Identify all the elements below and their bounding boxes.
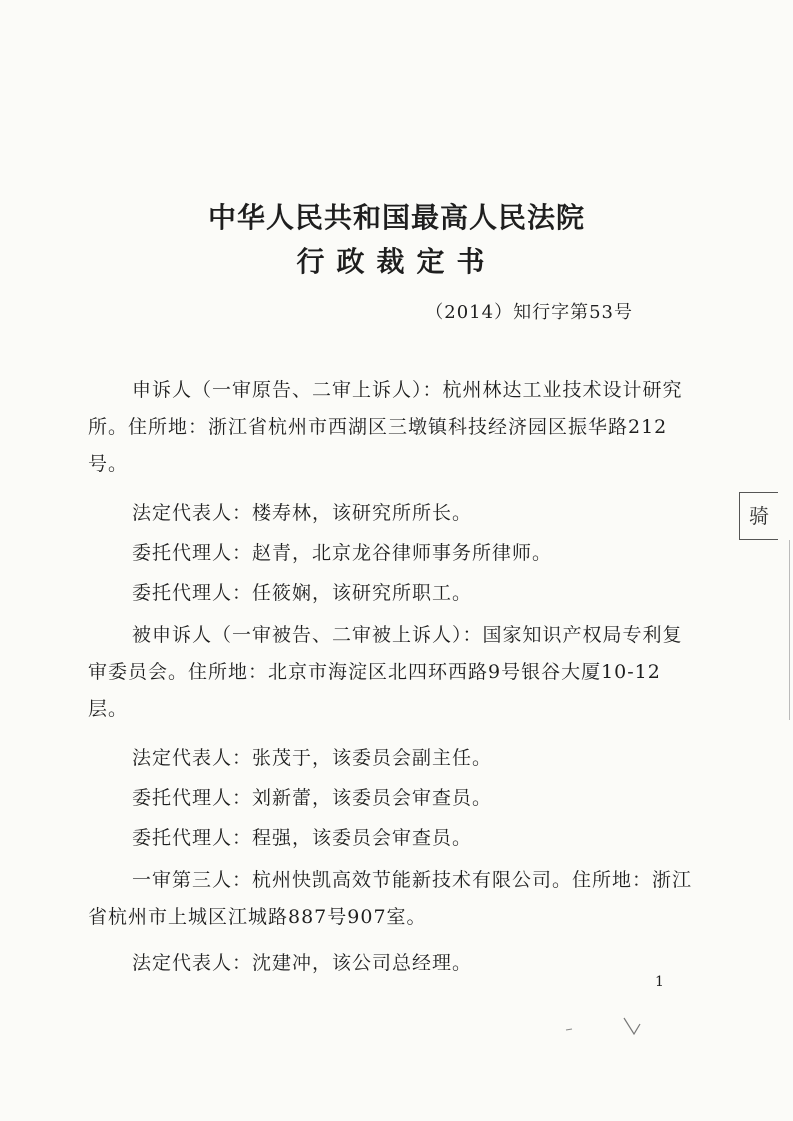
paragraph-respondent-representative: 法定代表人：张茂于，该委员会副主任。 bbox=[132, 747, 493, 769]
paragraph-appellant-agent-2: 委托代理人：任筱娴，该研究所职工。 bbox=[132, 582, 473, 604]
paragraph-appellant: 申诉人（一审原告、二审上诉人）：杭州林达工业技术设计研究所。住所地：浙江省杭州市西湖区三墩镇科技经济园区振华路212号。 bbox=[88, 379, 683, 475]
pen-mark bbox=[560, 1012, 660, 1042]
paragraph-respondent-agent-2: 委托代理人：程强，该委员会审查员。 bbox=[132, 827, 473, 849]
paragraph-appellant-representative: 法定代表人：楼寿林，该研究所所长。 bbox=[132, 502, 473, 524]
paragraph-appellant-agent-1: 委托代理人：赵青，北京龙谷律师事务所律师。 bbox=[132, 542, 553, 564]
paragraph-third-party-representative: 法定代表人：沈建冲，该公司总经理。 bbox=[132, 952, 473, 974]
paragraph-respondent: 被申诉人（一审被告、二审被上诉人）：国家知识产权局专利复审委员会。住所地：北京市海淀区北四环西路9号银谷大厦10-12层。 bbox=[88, 624, 683, 720]
document-type-title: 行政裁定书 bbox=[296, 245, 497, 278]
paragraph-respondent-agent-1: 委托代理人：刘新蕾，该委员会审查员。 bbox=[132, 787, 493, 809]
seam-stamp: 骑 bbox=[739, 492, 778, 540]
page-number: 1 bbox=[655, 974, 664, 990]
case-number: （2014）知行字第53号 bbox=[425, 302, 633, 323]
court-title: 中华人民共和国最高人民法院 bbox=[207, 201, 585, 234]
page-edge-mark bbox=[789, 540, 790, 720]
paragraph-third-party: 一审第三人：杭州快凯高效节能新技术有限公司。住所地：浙江省杭州市上城区江城路887号907室。 bbox=[88, 869, 693, 928]
